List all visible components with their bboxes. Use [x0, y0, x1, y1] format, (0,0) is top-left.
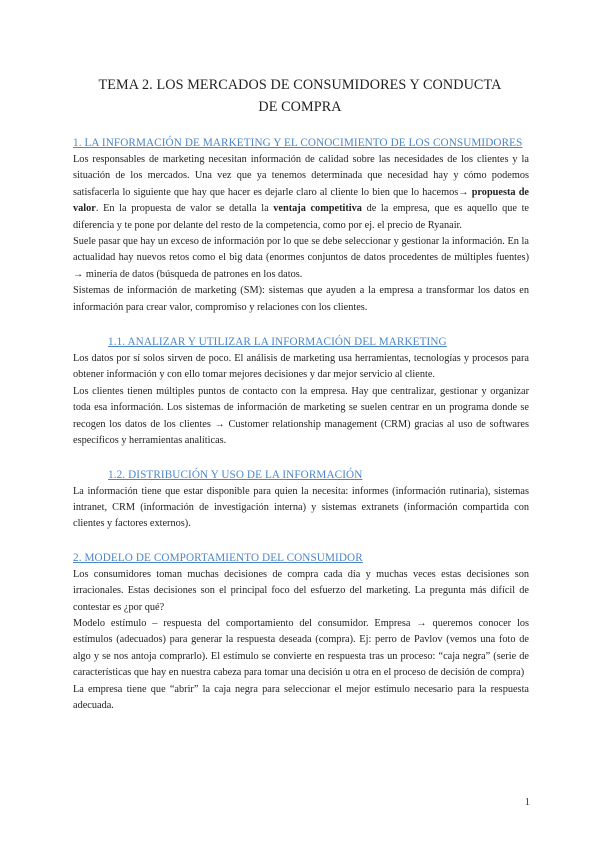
section-1-paragraph-2: Suele pasar que hay un exceso de información por lo que se debe seleccionar y gestionar la información. En la actualidad hay nuevos retos como el big data (enormes conjuntos de datos procedentes de múltiples fuentes) → minería de datos (búsqueda de patrones en los datos. — [73, 236, 529, 280]
document-body — [73, 135, 529, 714]
section-1-2-heading: 1.2. DISTRIBUCIÓN Y USO DE LA INFORMACIÓN — [108, 468, 363, 481]
section-2-paragraph-2: Modelo estímulo – respuesta del comportamiento del consumidor. Empresa → queremos conocer los estímulos (adecuados) para generar la respuesta deseada (compra). Ej: perro de Pavlov (vemos una foto de algo y se nos antoja comprarlo). El estímulo se convierte en respuesta tras un proceso: “caja negra” (serie de características que hay en nuestra cabeza para tomar una decisión u otra en el proceso de decisión de compra) — [73, 617, 529, 679]
section-1-heading: 1. LA INFORMACIÓN DE MARKETING Y EL CONOCIMIENTO DE LOS CONSUMIDORES — [73, 137, 523, 149]
section-2-heading: 2. MODELO DE COMPORTAMIENTO DEL CONSUMIDOR — [73, 551, 363, 564]
page-title — [60, 74, 540, 118]
title-line-1: TEMA 2. LOS MERCADOS DE CONSUMIDORES Y CONDUCTA — [98, 77, 502, 93]
text-run: Los responsables de marketing necesitan información de calidad sobre las necesidades de los clientes y la situación de los mercados. Una vez que ya tenemos determinada que necesidad hay y cómo podemos satisfacerla lo siguiente que hay que hacer es dejarle claro al cliente lo bien que lo hacemos→ — [73, 154, 529, 198]
section-1-paragraph-3: Sistemas de información de marketing (SM): sistemas que ayuden a la empresa a transformar los datos en información para crear valor, compromiso y relaciones con los clientes. — [73, 285, 529, 313]
section-1-1-paragraph-2: Los clientes tienen múltiples puntos de contacto con la empresa. Hay que centralizar, gestionar y organizar toda esa información. Los sistemas de información de marketing se suelen centrar en un programa donde se recogen los datos de los clientes → Customer relationship management (CRM) gracias al uso de softwares específicos y herramientas analíticas. — [73, 385, 529, 447]
title-line-2: DE COMPRA — [258, 99, 342, 115]
section-1-2-paragraph-1: La información tiene que estar disponible para quien la necesita: informes (información rutinaria), sistemas intranet, CRM (información de investigación interna) y sistemas extranets (información compartida con clientes y factores externos). — [73, 485, 529, 530]
section-2-paragraph-3: La empresa tiene que “abrir” la caja negra para seleccionar el mejor estímulo necesario para la respuesta adecuada. — [73, 683, 529, 711]
section-1-paragraph-1 — [73, 152, 529, 234]
section-1-1-heading: 1.1. ANALIZAR Y UTILIZAR LA INFORMACIÓN DEL MARKETING — [108, 336, 447, 349]
bold-term-propuesta-de-valor: propuesta de valor — [73, 186, 529, 215]
page-number: 1 — [524, 797, 530, 808]
text-run: . En la propuesta de valor se detalla la — [95, 203, 274, 215]
text-run: de la empresa, que es aquello que te diferencia y te pone por delante del resto de la competencia, como por ej. el precio de Ryanair. — [73, 203, 529, 231]
section-1-1-paragraph-1: Los datos por sí solos sirven de poco. El análisis de marketing usa herramientas, tecnologías y procesos para obtener información y con ello tomar mejores decisiones y dar mejor servicio al cliente. — [73, 353, 529, 381]
section-2-paragraph-1: Los consumidores toman muchas decisiones de compra cada día y muchas veces estas decisiones son irracionales. Estas decisiones son el principal foco del esfuerzo del marketing. La pregunta más difícil de contestar es ¿por qué? — [73, 568, 529, 613]
bold-term-ventaja-competitiva: ventaja competitiva — [273, 203, 362, 215]
